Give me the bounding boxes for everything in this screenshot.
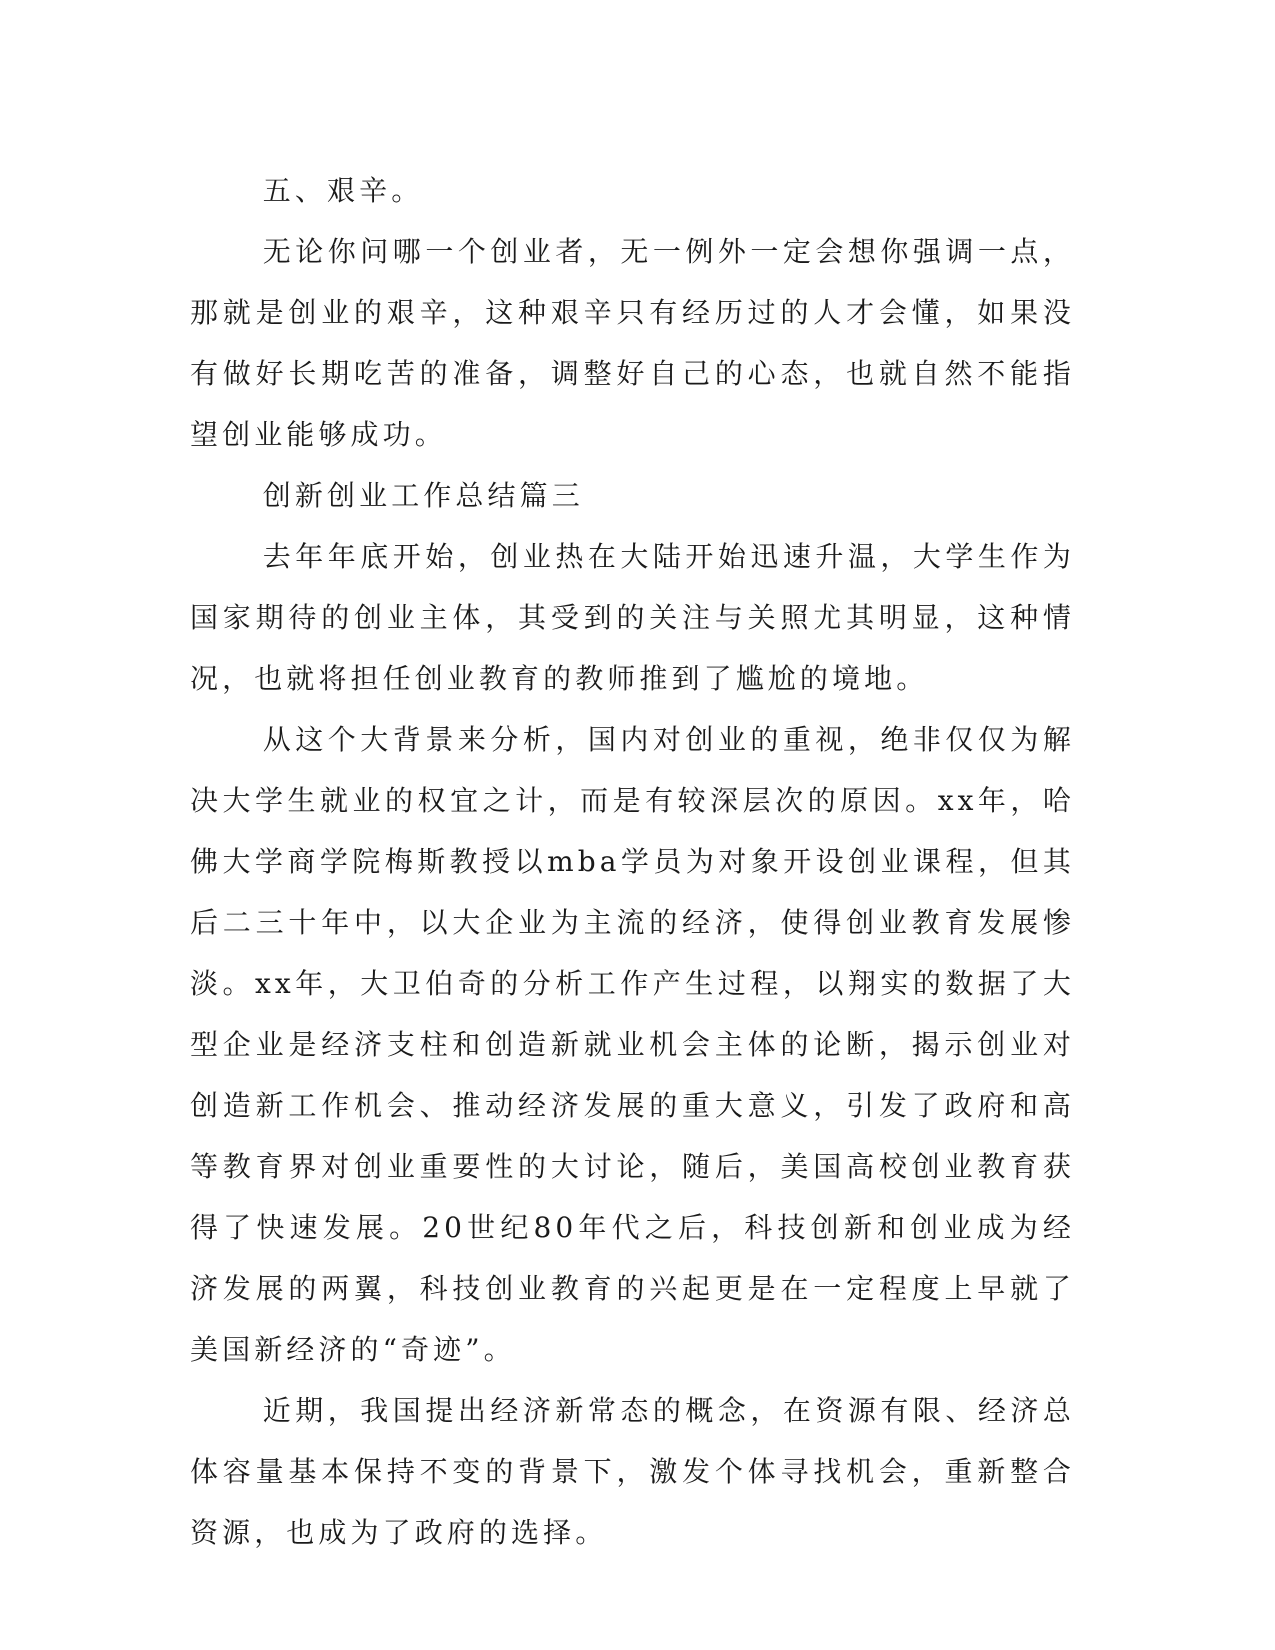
section-heading-hardship: 五、艰辛。 xyxy=(262,174,424,207)
paragraph-entrepreneurship-trend: 去年年底开始，创业热在大陆开始迅速升温，大学生作为国家期待的创业主体，其受到的关注与关照尤其明显，这种情况，也就将担任创业教育的教师推到了尴尬的境地。 xyxy=(190,540,1075,695)
document-body xyxy=(190,160,1075,1563)
article-title-part-three: 创新创业工作总结篇三 xyxy=(262,479,584,512)
paragraph-new-normal: 近期，我国提出经济新常态的概念，在资源有限、经济总体容量基本保持不变的背景下，激发个体寻找机会，重新整合资源，也成为了政府的选择。 xyxy=(190,1394,1075,1549)
paragraph-hardship: 无论你问哪一个创业者，无一例外一定会想你强调一点，那就是创业的艰辛，这种艰辛只有经历过的人才会懂，如果没有做好长期吃苦的准备，调整好自己的心态，也就自然不能指望创业能够成功。 xyxy=(190,235,1075,451)
paragraph-background-analysis: 从这个大背景来分析，国内对创业的重视，绝非仅仅为解决大学生就业的权宜之计，而是有较深层次的原因。xx年，哈佛大学商学院梅斯教授以mba学员为对象开设创业课程，但其后二三十年中，以大企业为主流的经济，使得创业教育发展惨淡。xx年，大卫伯奇的分析工作产生过程，以翔实的数据了大型企业是经济支柱和创造新就业机会主体的论断，揭示创业对创造新工作机会、推动经济发展的重大意义，引发了政府和高等教育界对创业重要性的大讨论，随后，美国高校创业教育获得了快速发展。20世纪80年代之后，科技创新和创业成为经济发展的两翼，科技创业教育的兴起更是在一定程度上早就了美国新经济的“奇迹”。 xyxy=(190,723,1075,1366)
